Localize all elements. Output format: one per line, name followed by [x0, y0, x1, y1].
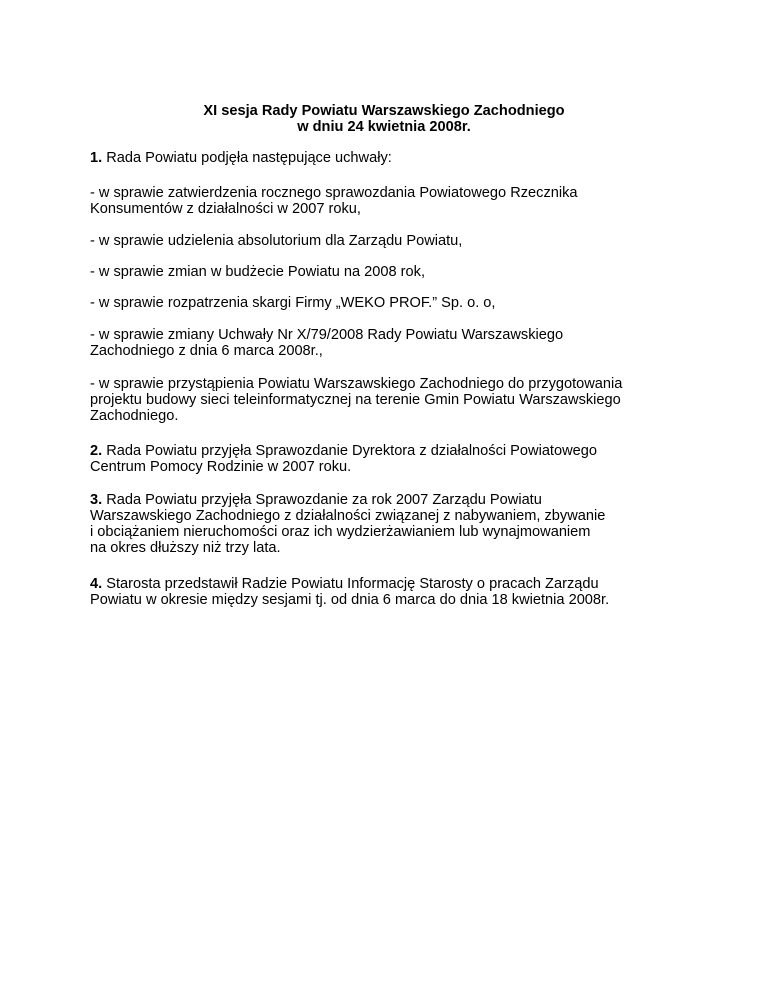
section-3-line: na okres dłuższy niż trzy lata.: [90, 540, 281, 556]
section-3: [90, 492, 690, 556]
resolution-item-line: Konsumentów z działalności w 2007 roku,: [90, 201, 361, 217]
section-1-intro: [90, 150, 690, 166]
resolution-item-line: - w sprawie udzielenia absolutorium dla Zarządu Powiatu,: [90, 233, 463, 249]
section-4-line: Powiatu w okresie między sesjami tj. od dnia 6 marca do dnia 18 kwietnia 2008r.: [90, 592, 610, 608]
section-3-line: i obciążaniem nieruchomości oraz ich wydzierżawianiem lub wynajmowaniem: [90, 524, 591, 540]
resolution-item: [90, 185, 690, 217]
section-1-text: Rada Powiatu podjęła następujące uchwały:: [102, 150, 392, 166]
resolution-item: [90, 376, 690, 424]
section-3-line: Rada Powiatu przyjęła Sprawozdanie za rok 2007 Zarządu Powiatu: [102, 492, 542, 508]
resolution-item-line: - w sprawie zmiany Uchwały Nr X/79/2008 Rady Powiatu Warszawskiego: [90, 327, 564, 343]
resolution-item: [90, 233, 690, 249]
document-title: [0, 103, 768, 135]
section-4-number: 4.: [90, 576, 103, 592]
title-line-1: XI sesja Rady Powiatu Warszawskiego Zachodniego: [203, 103, 565, 119]
section-4: [90, 576, 690, 608]
resolution-item-line: Zachodniego z dnia 6 marca 2008r.,: [90, 343, 323, 359]
resolution-item-line: - w sprawie zmian w budżecie Powiatu na 2008 rok,: [90, 264, 426, 280]
resolution-item: [90, 295, 690, 311]
resolution-item-line: Zachodniego.: [90, 408, 179, 424]
section-1-number: 1.: [90, 150, 103, 166]
resolution-item: [90, 327, 690, 359]
resolution-item: [90, 264, 690, 280]
resolution-item-line: - w sprawie przystąpienia Powiatu Warszawskiego Zachodniego do przygotowania: [90, 376, 623, 392]
resolution-item-line: - w sprawie zatwierdzenia rocznego sprawozdania Powiatowego Rzecznika: [90, 185, 578, 201]
resolution-item-line: - w sprawie rozpatrzenia skargi Firmy „WEKO PROF.” Sp. o. o,: [90, 295, 496, 311]
section-2-line: Rada Powiatu przyjęła Sprawozdanie Dyrektora z działalności Powiatowego: [102, 443, 597, 459]
section-3-number: 3.: [90, 492, 103, 508]
section-4-line: Starosta przedstawił Radzie Powiatu Informację Starosty o pracach Zarządu: [102, 576, 599, 592]
title-line-2: w dniu 24 kwietnia 2008r.: [297, 119, 471, 135]
section-2: [90, 443, 690, 475]
section-3-line: Warszawskiego Zachodniego z działalności związanej z nabywaniem, zbywanie: [90, 508, 606, 524]
resolution-item-line: projektu budowy sieci teleinformatycznej na terenie Gmin Powiatu Warszawskiego: [90, 392, 621, 408]
section-2-line: Centrum Pomocy Rodzinie w 2007 roku.: [90, 459, 352, 475]
section-2-number: 2.: [90, 443, 103, 459]
